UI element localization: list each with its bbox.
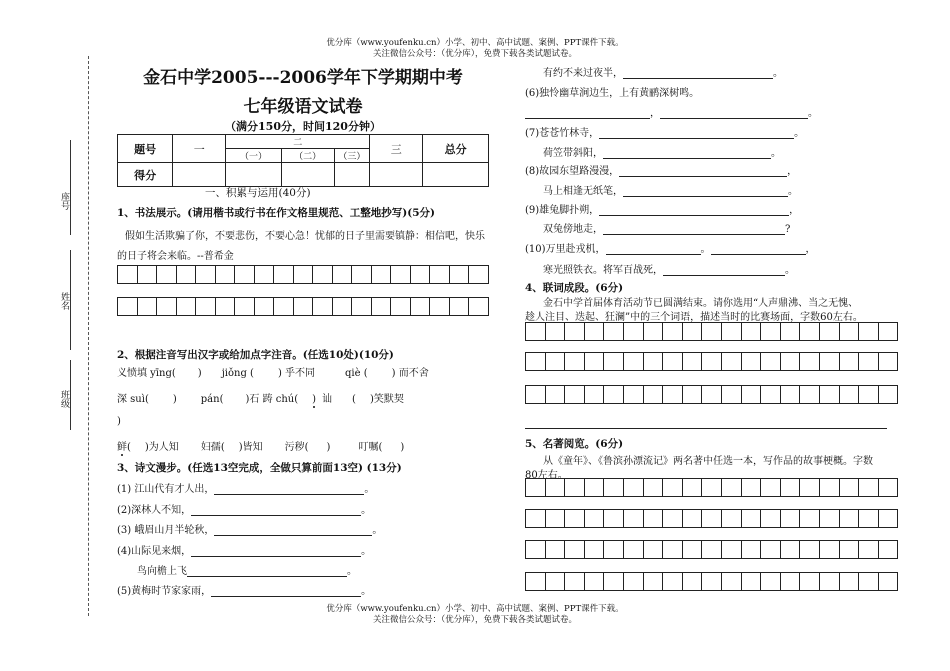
binding-dashed-line	[88, 56, 89, 616]
grid-cell[interactable]	[879, 541, 899, 559]
writing-grid-4[interactable]	[525, 352, 898, 371]
writing-grid-3[interactable]	[525, 322, 898, 341]
grid-cell[interactable]	[546, 510, 566, 528]
grid-cell[interactable]	[526, 573, 546, 591]
q4-text-2: 趁人注目、迭起、狂澜”中的三个词语，描述当时的比赛场面，字数60左右。	[525, 312, 863, 323]
score-cell[interactable]	[173, 163, 226, 187]
score-cell[interactable]	[281, 163, 334, 187]
grid-cell[interactable]	[546, 386, 566, 404]
grid-cell[interactable]	[663, 323, 683, 341]
grid-cell[interactable]	[702, 573, 722, 591]
q5-text-2: 80左右。	[525, 470, 568, 481]
grid-cell[interactable]	[235, 266, 255, 284]
grid-cell[interactable]	[450, 266, 470, 284]
grid-cell[interactable]	[761, 573, 781, 591]
q3-title: 3、诗文漫步。(任选13空完成，全做只算前面13空) (13分)	[117, 462, 402, 474]
grid-cell[interactable]	[526, 479, 546, 497]
grid-cell[interactable]	[879, 386, 899, 404]
grid-cell[interactable]	[352, 298, 372, 316]
grid-cell[interactable]	[526, 323, 546, 341]
col-one: 一	[173, 135, 226, 163]
grid-cell[interactable]	[469, 266, 489, 284]
grid-cell[interactable]	[372, 298, 392, 316]
name-label: 姓名	[59, 292, 69, 310]
grid-cell[interactable]	[879, 479, 899, 497]
grid-cell[interactable]	[644, 479, 664, 497]
grid-cell[interactable]	[683, 386, 703, 404]
grid-cell[interactable]	[781, 323, 801, 341]
grid-cell[interactable]	[702, 386, 722, 404]
grid-cell[interactable]	[624, 479, 644, 497]
grid-cell[interactable]	[585, 541, 605, 559]
grid-cell[interactable]	[624, 386, 644, 404]
grid-cell[interactable]	[372, 266, 392, 284]
exam-subtitle: 七年级语文试卷	[243, 97, 363, 117]
grid-cell[interactable]	[742, 541, 762, 559]
q2-title: 2、根据注音写出汉字或给加点字注音。(任选10处)(10分)	[117, 349, 394, 361]
q4-text-1: 金石中学首届体育活动节已圆满结束。请你选用“人声鼎沸、当之无愧、	[543, 298, 859, 309]
exam-title: 金石中学2005---2006学年下学期期中考	[143, 68, 463, 88]
grid-cell[interactable]	[722, 323, 742, 341]
grid-cell[interactable]	[859, 323, 879, 341]
grid-cell[interactable]	[157, 298, 177, 316]
class-label: 班级	[59, 390, 69, 408]
grid-cell[interactable]	[761, 386, 781, 404]
grid-cell[interactable]	[546, 323, 566, 341]
grid-cell[interactable]	[526, 510, 546, 528]
grid-cell[interactable]	[702, 323, 722, 341]
grid-cell[interactable]	[196, 266, 216, 284]
grid-cell[interactable]	[118, 298, 138, 316]
grid-cell[interactable]	[761, 541, 781, 559]
grid-cell[interactable]	[781, 479, 801, 497]
row-label-number: 题号	[118, 135, 173, 163]
grid-cell[interactable]	[565, 510, 585, 528]
q3-item-4: (4)山际见来烟， 。	[117, 546, 372, 557]
q4-answer-line[interactable]	[525, 428, 887, 429]
grid-cell[interactable]	[585, 323, 605, 341]
grid-cell[interactable]	[761, 510, 781, 528]
r6-line: (6)独怜幽草涧边生，上有黄鹂深树鸣。	[525, 88, 700, 99]
grid-cell[interactable]	[469, 298, 489, 316]
r8-line: (8)故园东望路漫漫， ，	[525, 166, 798, 177]
grid-cell[interactable]	[820, 479, 840, 497]
grid-cell[interactable]	[196, 298, 216, 316]
grid-cell[interactable]	[430, 298, 450, 316]
grid-cell[interactable]	[663, 541, 683, 559]
grid-cell[interactable]	[683, 510, 703, 528]
q1-title: 1、书法展示。(请用楷书或行书在作文格里规范、工整地抄写)(5分)	[117, 207, 435, 219]
grid-cell[interactable]	[840, 541, 860, 559]
grid-cell[interactable]	[644, 386, 664, 404]
grid-cell[interactable]	[216, 266, 236, 284]
q1-text-1: 假如生活欺骗了你，不要悲伤，不要心急！忧郁的日子里需要镇静：相信吧，快乐	[125, 231, 485, 242]
grid-cell[interactable]	[216, 298, 236, 316]
grid-cell[interactable]	[663, 510, 683, 528]
grid-cell[interactable]	[859, 541, 879, 559]
grid-cell[interactable]	[644, 323, 664, 341]
grid-cell[interactable]	[800, 541, 820, 559]
grid-cell[interactable]	[742, 510, 762, 528]
q3-item-2: (2)深林人不知， 。	[117, 505, 372, 516]
grid-cell[interactable]	[274, 298, 294, 316]
grid-cell[interactable]	[430, 266, 450, 284]
col-two: 二	[226, 135, 370, 149]
q5-text-1: 从《童年》、《鲁滨孙漂流记》两名著中任选一本，写作品的故事梗概。字数	[543, 456, 873, 467]
score-cell[interactable]	[370, 163, 423, 187]
grid-cell[interactable]	[879, 510, 899, 528]
grid-cell[interactable]	[702, 353, 722, 371]
grid-cell[interactable]	[585, 353, 605, 371]
grid-cell[interactable]	[800, 323, 820, 341]
grid-cell[interactable]	[177, 266, 197, 284]
grid-cell[interactable]	[820, 386, 840, 404]
q3-item-1: (1) 江山代有才人出， 。	[117, 484, 375, 495]
grid-cell[interactable]	[781, 510, 801, 528]
grid-cell[interactable]	[800, 479, 820, 497]
grid-cell[interactable]	[255, 266, 275, 284]
grid-cell[interactable]	[663, 353, 683, 371]
grid-cell[interactable]	[565, 386, 585, 404]
grid-cell[interactable]	[702, 510, 722, 528]
grid-cell[interactable]	[840, 479, 860, 497]
grid-cell[interactable]	[702, 479, 722, 497]
grid-cell[interactable]	[157, 266, 177, 284]
grid-cell[interactable]	[411, 266, 431, 284]
grid-cell[interactable]	[565, 541, 585, 559]
grid-cell[interactable]	[644, 541, 664, 559]
grid-cell[interactable]	[820, 541, 840, 559]
grid-cell[interactable]	[585, 573, 605, 591]
grid-cell[interactable]	[840, 510, 860, 528]
grid-cell[interactable]	[546, 479, 566, 497]
grid-cell[interactable]	[683, 479, 703, 497]
grid-cell[interactable]	[663, 386, 683, 404]
grid-cell[interactable]	[722, 479, 742, 497]
grid-cell[interactable]	[177, 298, 197, 316]
writing-grid-2[interactable]	[117, 297, 489, 316]
q2-line-2b: )	[117, 416, 121, 427]
q2-line-1: 义愤填 yīng( ) jiǒng ( ) 乎不同 qiè ( ) 而不舍	[117, 368, 429, 379]
grid-cell[interactable]	[585, 386, 605, 404]
grid-cell[interactable]	[722, 541, 742, 559]
grid-cell[interactable]	[604, 353, 624, 371]
writing-grid-9[interactable]	[525, 572, 898, 591]
r10-line: (10)万里赴戎机， 。 ，	[525, 244, 816, 255]
grid-cell[interactable]	[604, 541, 624, 559]
grid-cell[interactable]	[624, 353, 644, 371]
grid-cell[interactable]	[604, 323, 624, 341]
grid-cell[interactable]	[859, 479, 879, 497]
footer-line-1: 优分库（www.youfenku.cn）小学、初中、高中试题、案例、PPT课件下载。	[326, 604, 624, 614]
grid-cell[interactable]	[565, 323, 585, 341]
score-cell[interactable]	[334, 163, 369, 187]
grid-cell[interactable]	[820, 353, 840, 371]
r7-line: (7)苍苍竹林寺， 。	[525, 128, 805, 139]
grid-cell[interactable]	[800, 510, 820, 528]
q3-item-4b: 鸟向檐上飞 。	[137, 566, 357, 577]
grid-cell[interactable]	[742, 353, 762, 371]
score-table	[117, 134, 489, 187]
grid-cell[interactable]	[742, 573, 762, 591]
header-line-1: 优分库（www.youfenku.cn）小学、初中、高中试题、案例、PPT课件下载。	[326, 38, 624, 48]
header-line-2: 关注微信公众号：（优分库），免费下载各类试题试卷。	[372, 49, 577, 59]
grid-cell[interactable]	[546, 541, 566, 559]
grid-cell[interactable]	[761, 479, 781, 497]
grid-cell[interactable]	[840, 323, 860, 341]
grid-cell[interactable]	[138, 266, 158, 284]
writing-grid-8[interactable]	[525, 540, 898, 559]
grid-cell[interactable]	[585, 510, 605, 528]
grid-cell[interactable]	[683, 353, 703, 371]
q2-line-2: 深 suì( ) pán( )石 踌 chú( ) 讪 ( )笑默契	[117, 394, 404, 405]
grid-cell[interactable]	[235, 298, 255, 316]
r8b-line: 马上相逢无纸笔， 。	[543, 186, 798, 197]
col-two-sub-1: （一）	[226, 149, 281, 163]
grid-cell[interactable]	[604, 386, 624, 404]
grid-cell[interactable]	[624, 510, 644, 528]
writing-grid-7[interactable]	[525, 509, 898, 528]
grid-cell[interactable]	[255, 298, 275, 316]
writing-grid-6[interactable]	[525, 478, 898, 497]
grid-cell[interactable]	[781, 573, 801, 591]
grid-cell[interactable]	[800, 573, 820, 591]
grid-cell[interactable]	[294, 266, 314, 284]
grid-cell[interactable]	[274, 266, 294, 284]
row-label-score: 得分	[118, 163, 173, 187]
grid-cell[interactable]	[585, 479, 605, 497]
grid-cell[interactable]	[352, 266, 372, 284]
score-cell[interactable]	[423, 163, 489, 187]
grid-cell[interactable]	[644, 573, 664, 591]
r9-line: (9)雄兔脚扑朔， ，	[525, 205, 800, 216]
grid-cell[interactable]	[859, 386, 879, 404]
grid-cell[interactable]	[604, 510, 624, 528]
grid-cell[interactable]	[742, 323, 762, 341]
grid-cell[interactable]	[546, 353, 566, 371]
r10b-line: 寒光照铁衣。将军百战死， 。	[543, 265, 795, 276]
grid-cell[interactable]	[294, 298, 314, 316]
grid-cell[interactable]	[644, 510, 664, 528]
grid-cell[interactable]	[624, 541, 644, 559]
grid-cell[interactable]	[781, 541, 801, 559]
grid-cell[interactable]	[526, 386, 546, 404]
grid-cell[interactable]	[118, 266, 138, 284]
grid-cell[interactable]	[722, 386, 742, 404]
grid-cell[interactable]	[333, 298, 353, 316]
grid-cell[interactable]	[313, 266, 333, 284]
grid-cell[interactable]	[565, 353, 585, 371]
grid-cell[interactable]	[859, 353, 879, 371]
q2-line-3: 鲜( )为人知 妇孺( )皆知 污秽( ) 叮嘱( )	[117, 442, 405, 453]
writing-grid-5[interactable]	[525, 385, 898, 404]
grid-cell[interactable]	[761, 323, 781, 341]
q1-text-2: 的日子将会来临。--普希金	[117, 251, 234, 262]
r7b-line: 荷笠带斜阳， 。	[543, 148, 781, 159]
seat-label: 座号	[59, 192, 69, 210]
grid-cell[interactable]	[391, 298, 411, 316]
grid-cell[interactable]	[722, 573, 742, 591]
writing-grid-1[interactable]	[117, 265, 489, 284]
grid-cell[interactable]	[702, 541, 722, 559]
grid-cell[interactable]	[644, 353, 664, 371]
grid-cell[interactable]	[604, 479, 624, 497]
grid-cell[interactable]	[859, 573, 879, 591]
grid-cell[interactable]	[761, 353, 781, 371]
col-total: 总分	[423, 135, 489, 163]
grid-cell[interactable]	[820, 573, 840, 591]
grid-cell[interactable]	[333, 266, 353, 284]
grid-cell[interactable]	[450, 298, 470, 316]
grid-cell[interactable]	[624, 573, 644, 591]
col-three: 三	[370, 135, 423, 163]
grid-cell[interactable]	[604, 573, 624, 591]
q4-title: 4、联词成段。(6分)	[525, 282, 624, 294]
grid-cell[interactable]	[526, 353, 546, 371]
grid-cell[interactable]	[526, 541, 546, 559]
q3-item-5: (5)黄梅时节家家雨， 。	[117, 586, 372, 597]
grid-cell[interactable]	[879, 323, 899, 341]
grid-cell[interactable]	[879, 573, 899, 591]
grid-cell[interactable]	[840, 573, 860, 591]
q3-item-3: (3) 峨眉山月半轮秋， 。	[117, 525, 383, 536]
seat-blank-line	[70, 140, 71, 235]
r9b-line: 双兔傍地走， ?	[543, 224, 791, 235]
grid-cell[interactable]	[663, 479, 683, 497]
footer-line-2: 关注微信公众号：（优分库），免费下载各类试题试卷。	[372, 615, 577, 625]
grid-cell[interactable]	[565, 573, 585, 591]
section-1-title: 一、积累与运用(40分)	[205, 187, 311, 199]
grid-cell[interactable]	[859, 510, 879, 528]
r0-line: 有约不来过夜半， 。	[543, 68, 783, 79]
grid-cell[interactable]	[683, 573, 703, 591]
grid-cell[interactable]	[313, 298, 333, 316]
grid-cell[interactable]	[840, 386, 860, 404]
grid-cell[interactable]	[781, 386, 801, 404]
grid-cell[interactable]	[820, 510, 840, 528]
grid-cell[interactable]	[722, 353, 742, 371]
q5-title: 5、名著阅览。(6分)	[525, 438, 624, 450]
grid-cell[interactable]	[820, 323, 840, 341]
grid-cell[interactable]	[663, 573, 683, 591]
grid-cell[interactable]	[565, 479, 585, 497]
r6b-line: ， 。	[525, 104, 818, 119]
exam-info: （满分150分，时间120分钟）	[225, 120, 381, 133]
grid-cell[interactable]	[683, 541, 703, 559]
grid-cell[interactable]	[391, 266, 411, 284]
grid-cell[interactable]	[742, 479, 762, 497]
grid-cell[interactable]	[879, 353, 899, 371]
grid-cell[interactable]	[624, 323, 644, 341]
grid-cell[interactable]	[840, 353, 860, 371]
grid-cell[interactable]	[800, 386, 820, 404]
grid-cell[interactable]	[742, 386, 762, 404]
grid-cell[interactable]	[411, 298, 431, 316]
grid-cell[interactable]	[781, 353, 801, 371]
grid-cell[interactable]	[546, 573, 566, 591]
grid-cell[interactable]	[138, 298, 158, 316]
col-two-sub-2: （二）	[281, 149, 334, 163]
score-cell[interactable]	[226, 163, 281, 187]
grid-cell[interactable]	[722, 510, 742, 528]
grid-cell[interactable]	[683, 323, 703, 341]
grid-cell[interactable]	[800, 353, 820, 371]
col-two-sub-3: （三）	[334, 149, 369, 163]
